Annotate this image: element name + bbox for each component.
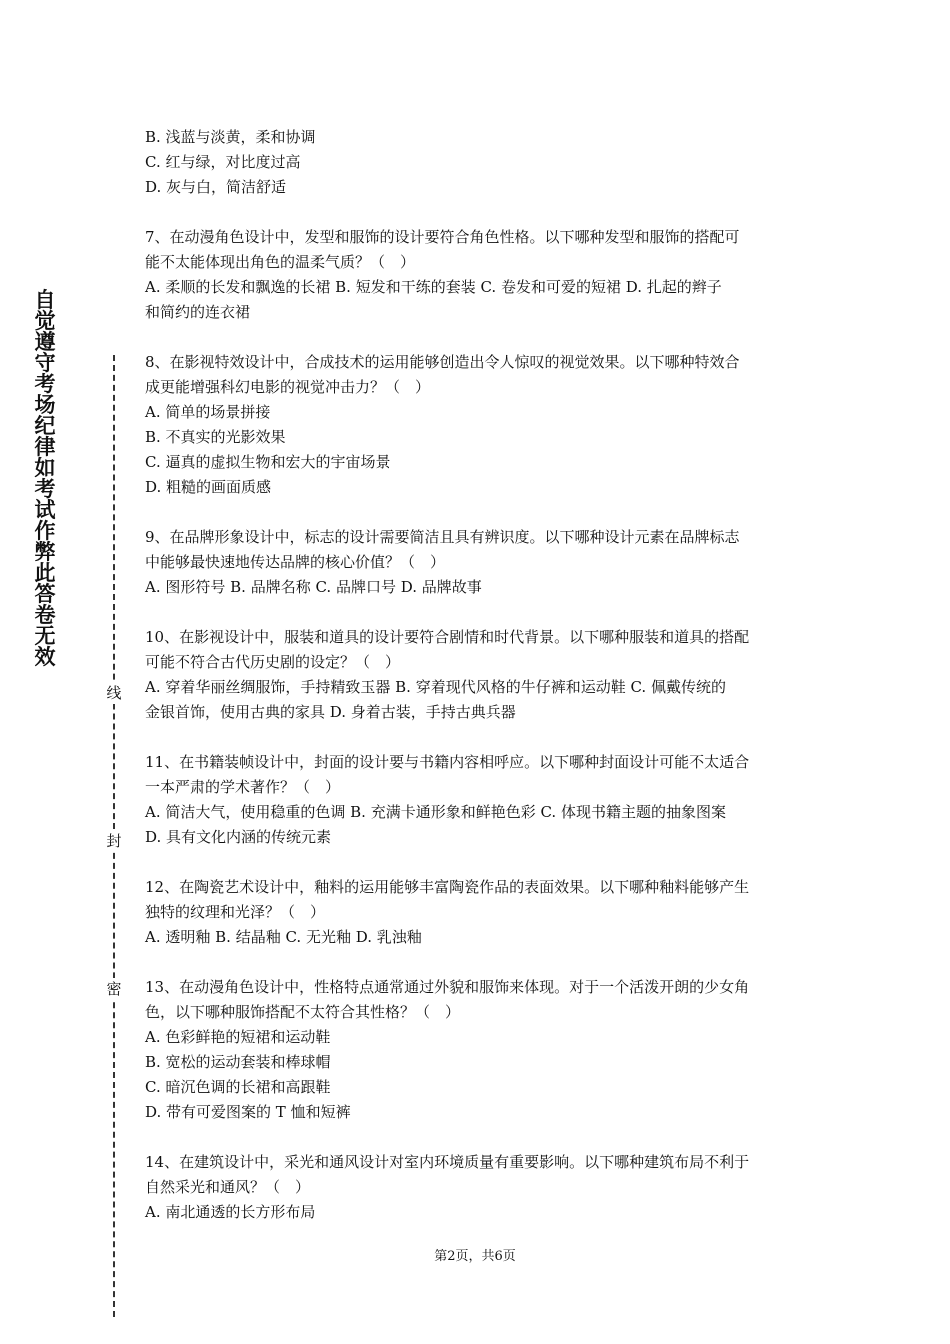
- question-stem: 自然采光和通风？（ ）: [145, 1178, 311, 1196]
- option: C. 红与绿，对比度过高: [145, 153, 301, 171]
- option: A. 穿着华丽丝绸服饰，手持精致玉器 B. 穿着现代风格的牛仔裤和运动鞋 C. 佩戴传统的: [145, 678, 726, 696]
- option: B. 宽松的运动套装和棒球帽: [145, 1053, 331, 1071]
- question-stem: 14、在建筑设计中，采光和通风设计对室内环境质量有重要影响。以下哪种建筑布局不利于: [145, 1153, 750, 1171]
- option: A. 柔顺的长发和飘逸的长裙 B. 短发和干练的套装 C. 卷发和可爱的短裙 D. 扎起的辫子: [145, 278, 722, 296]
- question-7: [145, 225, 810, 325]
- option: D. 具有文化内涵的传统元素: [145, 828, 332, 846]
- question-stem: 一本严肃的学术著作？（ ）: [145, 778, 341, 796]
- option: A. 南北通透的长方形布局: [145, 1203, 316, 1221]
- option: D. 带有可爱图案的 T 恤和短裤: [145, 1103, 351, 1121]
- option: A. 简洁大气，使用稳重的色调 B. 充满卡通形象和鲜艳色彩 C. 体现书籍主题的抽象图案: [145, 803, 726, 821]
- option: 金银首饰，使用古典的家具 D. 身着古装，手持古典兵器: [145, 703, 516, 721]
- question-content: [145, 125, 810, 1225]
- question-8: [145, 350, 810, 500]
- question-9: [145, 525, 810, 600]
- question-stem: 12、在陶瓷艺术设计中，釉料的运用能够丰富陶瓷作品的表面效果。以下哪种釉料能够产生: [145, 878, 750, 896]
- page-number: 第2页，共6页: [434, 1249, 516, 1264]
- continued-options: [145, 125, 810, 200]
- question-stem: 11、在书籍装帧设计中，封面的设计要与书籍内容相呼应。以下哪种封面设计可能不太适合: [145, 753, 750, 771]
- option: B. 不真实的光影效果: [145, 428, 286, 446]
- option: A. 图形符号 B. 品牌名称 C. 品牌口号 D. 品牌故事: [145, 578, 482, 596]
- option: A. 简单的场景拼接: [145, 403, 271, 421]
- question-stem: 13、在动漫角色设计中，性格特点通常通过外貌和服饰来体现。对于一个活泼开朗的少女角: [145, 978, 750, 996]
- question-stem: 独特的纹理和光泽？（ ）: [145, 903, 326, 921]
- seal-label-mi: 密: [104, 978, 124, 1000]
- question-stem: 7、在动漫角色设计中，发型和服饰的设计要符合角色性格。以下哪种发型和服饰的搭配可: [145, 228, 740, 246]
- question-10: [145, 625, 810, 725]
- option: C. 暗沉色调的长裙和高跟鞋: [145, 1078, 331, 1096]
- question-stem: 可能不符合古代历史剧的设定？（ ）: [145, 653, 401, 671]
- option: 和简约的连衣裙: [145, 303, 251, 321]
- question-stem: 色，以下哪种服饰搭配不太符合其性格？（ ）: [145, 1003, 461, 1021]
- question-stem: 中能够最快速地传达品牌的核心价值？（ ）: [145, 553, 446, 571]
- option: B. 浅蓝与淡黄，柔和协调: [145, 128, 316, 146]
- option: D. 粗糙的画面质感: [145, 478, 272, 496]
- option: D. 灰与白，简洁舒适: [145, 178, 287, 196]
- option: A. 透明釉 B. 结晶釉 C. 无光釉 D. 乳浊釉: [145, 928, 422, 946]
- option: A. 色彩鲜艳的短裙和运动鞋: [145, 1028, 331, 1046]
- exam-discipline-notice: 自觉遵守考场纪律如考试作弊此答卷无效: [34, 288, 56, 669]
- question-stem: 成更能增强科幻电影的视觉冲击力？（ ）: [145, 378, 431, 396]
- question-13: [145, 975, 810, 1125]
- seal-label-feng: 封: [104, 830, 124, 852]
- question-12: [145, 875, 810, 950]
- question-stem: 8、在影视特效设计中，合成技术的运用能够创造出令人惊叹的视觉效果。以下哪种特效合: [145, 353, 740, 371]
- question-11: [145, 750, 810, 850]
- question-stem: 能不太能体现出角色的温柔气质？（ ）: [145, 253, 416, 271]
- question-stem: 9、在品牌形象设计中，标志的设计需要简洁且具有辨识度。以下哪种设计元素在品牌标志: [145, 528, 740, 546]
- seal-label-xian: 线: [104, 682, 124, 704]
- option: C. 逼真的虚拟生物和宏大的宇宙场景: [145, 453, 391, 471]
- question-stem: 10、在影视设计中，服装和道具的设计要符合剧情和时代背景。以下哪种服装和道具的搭配: [145, 628, 750, 646]
- question-14: [145, 1150, 810, 1225]
